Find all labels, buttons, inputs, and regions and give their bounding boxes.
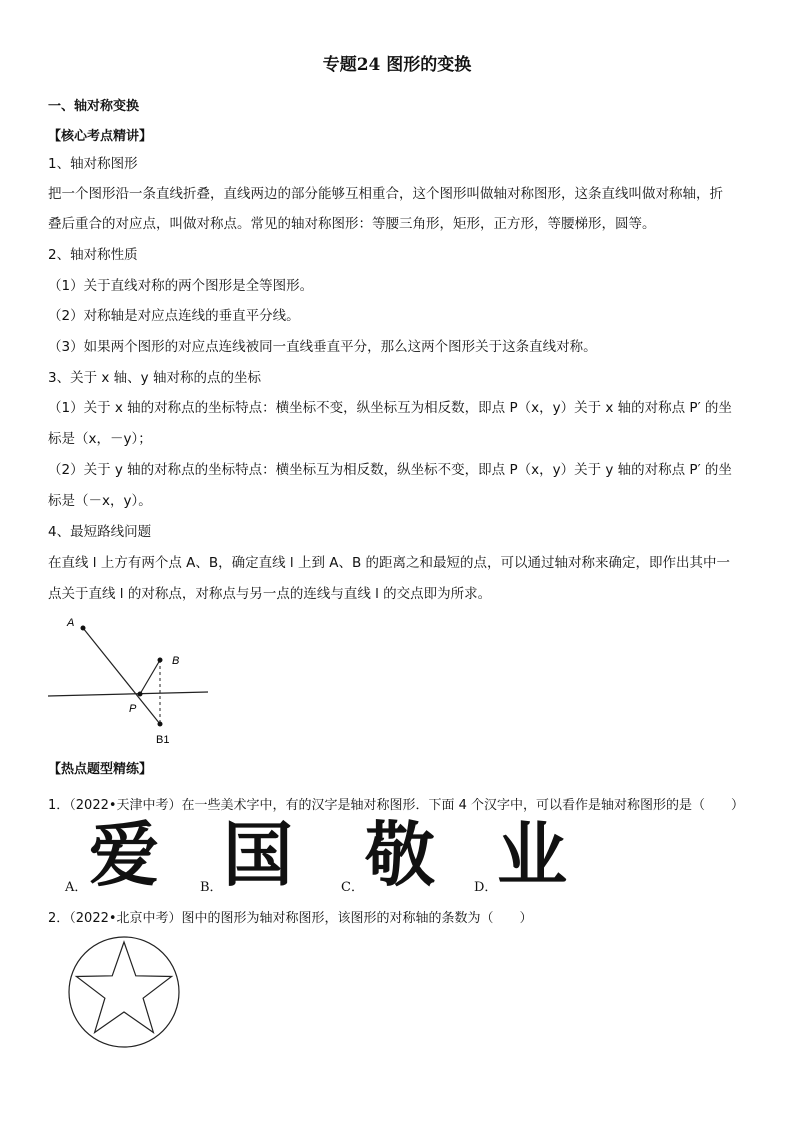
page-title: 专题24 图形的变换 xyxy=(322,55,472,75)
point-b1 xyxy=(158,722,163,727)
item4-line1: 在直线 l 上方有两个点 A、B，确定直线 l 上到 A、B 的距离之和最短的点，可以通过轴对称来确定，即作出其中一 xyxy=(48,555,731,571)
item2-point3: （3）如果两个图形的对应点连线被同一直线垂直平分，那么这两个图形关于这条直线对称。 xyxy=(48,339,597,355)
shortest-path-diagram xyxy=(40,612,220,747)
item2-point2: （2）对称轴是对应点连线的垂直平分线。 xyxy=(48,308,300,324)
section-heading: 一、轴对称变换 xyxy=(48,99,140,114)
option-d-label: D． xyxy=(474,880,498,895)
item2-heading: 2、轴对称性质 xyxy=(48,247,138,263)
segment-p-b xyxy=(140,660,160,694)
q1-options xyxy=(65,814,595,896)
segment-a-b1 xyxy=(83,628,160,724)
item2-point1: （1）关于直线对称的两个图形是全等图形。 xyxy=(48,278,314,294)
option-c-char: 敬 xyxy=(365,814,435,896)
item1-line2: 叠后重合的对应点，叫做对称点。常见的轴对称图形：等腰三角形，矩形，正方形，等腰梯形，圆等。 xyxy=(48,216,656,232)
item1-line1: 把一个图形沿一条直线折叠，直线两边的部分能够互相重合，这个图形叫做轴对称图形，这条直线叫做对称轴，折 xyxy=(48,186,723,202)
label-b1: B1 xyxy=(156,734,170,746)
option-b-char: 国 xyxy=(223,814,293,896)
practice-header: 【热点题型精练】 xyxy=(48,762,153,777)
line-l xyxy=(48,692,208,696)
option-a-char: 爱 xyxy=(89,814,159,896)
point-b xyxy=(158,658,163,663)
label-a: A xyxy=(67,617,75,629)
item1-heading: 1、轴对称图形 xyxy=(48,156,138,172)
label-p: P xyxy=(129,703,137,715)
item4-heading: 4、最短路线问题 xyxy=(48,524,152,540)
item3-b-line1: （2）关于 y 轴的对称点的坐标特点：横坐标互为相反数，纵坐标不变，即点 P（x，y）关于 y 轴的对称点 P′ 的坐 xyxy=(48,462,732,478)
question-2: 2．（2022•北京中考）图中的图形为轴对称图形，该图形的对称轴的条数为（ ） xyxy=(48,911,533,926)
point-a xyxy=(81,626,86,631)
outer-circle xyxy=(69,937,179,1047)
option-b-label: B． xyxy=(200,880,223,895)
star-shape xyxy=(76,942,171,1033)
point-p xyxy=(138,692,143,697)
question-1: 1．（2022•天津中考）在一些美术字中，有的汉字是轴对称图形．下面 4 个汉字中，可以看作是轴对称图形的是（ ） xyxy=(48,798,745,813)
item3-a-line2: 标是（x，－y）； xyxy=(48,431,152,447)
circle-star-figure xyxy=(66,934,182,1050)
label-b: B xyxy=(172,655,180,667)
option-d-char: 业 xyxy=(497,814,567,896)
item3-heading: 3、关于 x 轴、y 轴对称的点的坐标 xyxy=(48,370,261,386)
item4-line2: 点关于直线 l 的对称点，对称点与另一点的连线与直线 l 的交点即为所求。 xyxy=(48,586,492,602)
item3-b-line2: 标是（－x，y）。 xyxy=(48,493,152,509)
option-a-label: A． xyxy=(65,880,88,895)
option-c-label: C． xyxy=(341,880,364,895)
core-header: 【核心考点精讲】 xyxy=(48,129,153,144)
item3-a-line1: （1）关于 x 轴的对称点的坐标特点：横坐标不变，纵坐标互为相反数，即点 P（x，y）关于 x 轴的对称点 P′ 的坐 xyxy=(48,400,732,416)
